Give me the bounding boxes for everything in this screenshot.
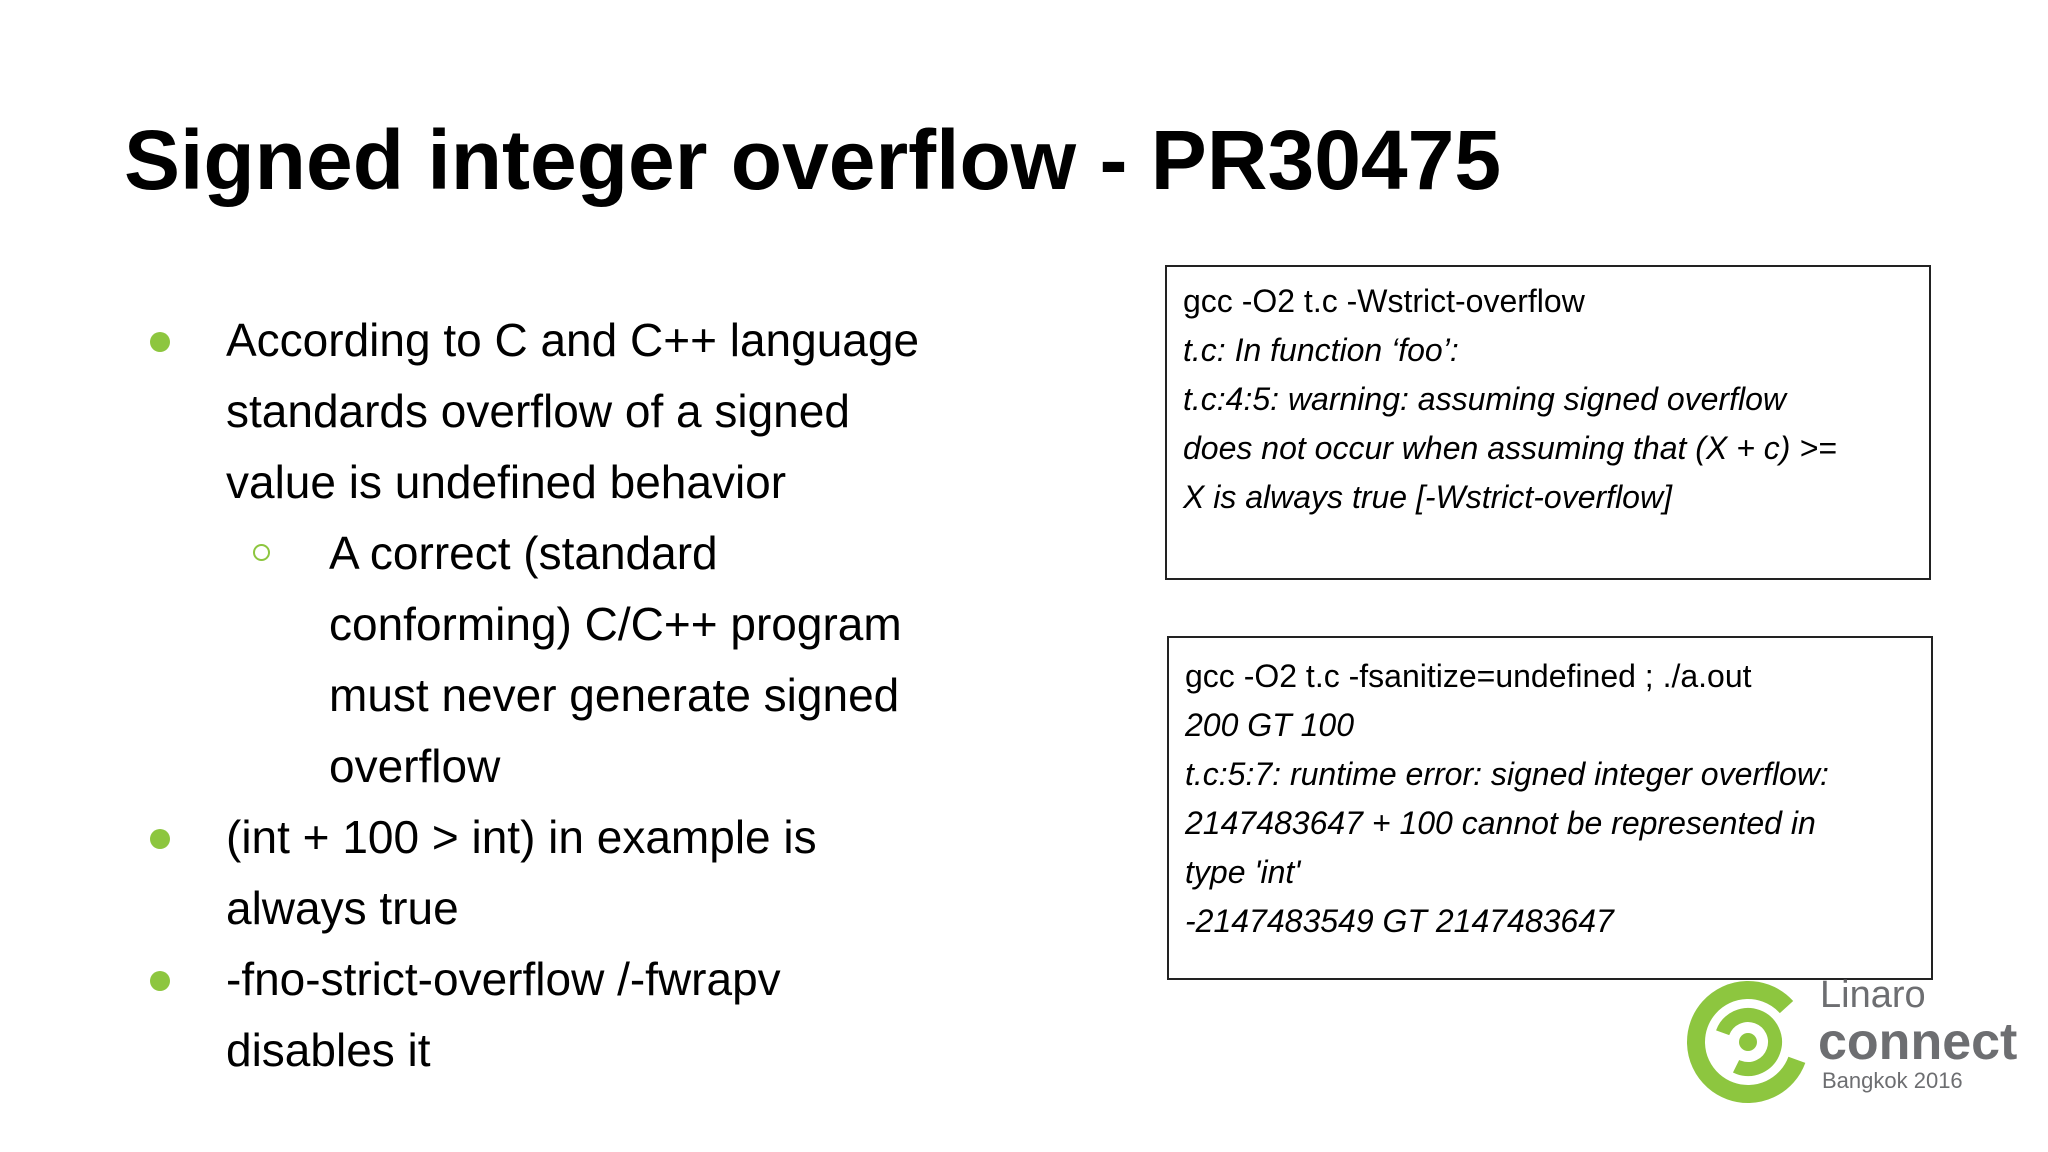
bullet-line: disables it [226,1024,431,1076]
bullet-dot-icon [150,971,170,991]
sub-bullet-line: must never generate signed [329,669,900,721]
code-command: gcc -O2 t.c -fsanitize=undefined ; ./a.out [1185,658,1752,694]
bullet-dot-icon [150,829,170,849]
sub-bullet-item [140,518,1000,802]
sub-bullet-line: overflow [329,740,501,792]
code-output-line: does not occur when assuming that (X + c) >= [1183,430,1837,466]
code-output-line: X is always true [-Wstrict-overflow] [1183,479,1672,515]
logo-connect-text: connect [1818,1013,2018,1071]
logo-event-text: Bangkok 2016 [1822,1068,1963,1093]
code-output-line: -2147483549 GT 2147483647 [1185,903,1614,939]
code-output-line: t.c:4:5: warning: assuming signed overflow [1183,381,1786,417]
logo-linaro-text: Linaro [1820,974,1926,1016]
code-box-sanitize [1167,636,1933,980]
code-output-line: t.c: In function ‘foo’: [1183,332,1459,368]
bullet-item [140,944,1000,1086]
bullet-line: -fno-strict-overflow /-fwrapv [226,953,781,1005]
bullet-line: According to C and C++ language [226,314,920,366]
sub-bullet-line: A correct (standard [329,527,718,579]
bullet-item [140,802,1000,944]
bullet-line: value is undefined behavior [226,456,787,508]
code-box-strict-overflow [1165,265,1931,580]
bullet-dot-icon [150,332,170,352]
sub-bullet-line: conforming) C/C++ program [329,598,902,650]
code-output-line: type 'int' [1185,854,1301,890]
code-command: gcc -O2 t.c -Wstrict-overflow [1183,283,1585,319]
code-output-line: t.c:5:7: runtime error: signed integer overflow: [1185,756,1829,792]
bullet-line: (int + 100 > int) in example is [226,811,817,863]
slide-title: Signed integer overflow - PR30475 [124,113,1502,207]
code-output-line: 200 GT 100 [1185,707,1354,743]
bullet-line: standards overflow of a signed [226,385,850,437]
bullet-item [140,305,1000,518]
code-output-line: 2147483647 + 100 cannot be represented in [1185,805,1816,841]
linaro-target-icon [1686,980,1811,1105]
linaro-connect-logo [1686,974,2018,1105]
bullet-line: always true [226,882,459,934]
sub-bullet-circle-icon [253,544,270,561]
bullet-list [140,305,1000,1086]
